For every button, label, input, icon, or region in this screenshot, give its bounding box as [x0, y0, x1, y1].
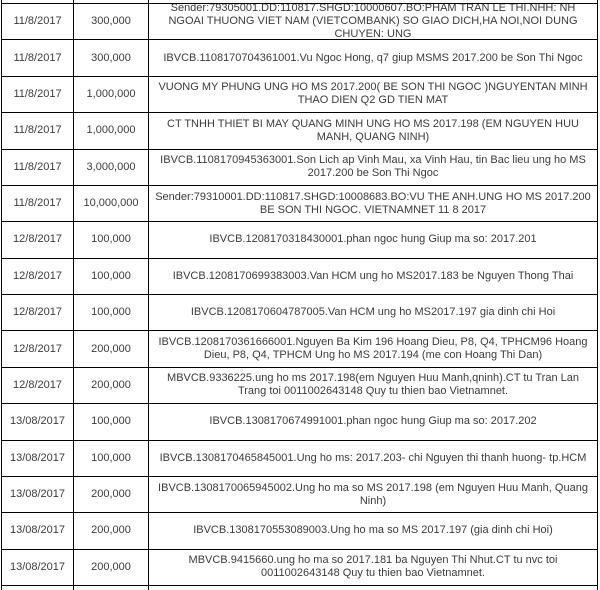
table-row: [1, 331, 598, 367]
date-cell: 11/8/2017: [1, 150, 74, 186]
date-cell: 12/8/2017: [1, 222, 74, 258]
amount-cell: 100,000: [74, 295, 149, 331]
description-cell: IBVCB.1208170361666001.Nguyen Ba Kim 196 Hoang Dieu, P8, Q4, TPHCM96 Hoang Dieu, P8, Q4, TPHCM Ung ho MS 2017.194 (me con Hoang Thi Dan): [149, 331, 598, 367]
date-cell: 11/8/2017: [1, 4, 74, 40]
table-row: [1, 404, 598, 440]
description-cell: IBVCB.1308170553089003.Ung ho ma so MS 2017.197 (gia dinh chi Hoi): [149, 513, 598, 549]
table-row: [1, 4, 598, 40]
amount-cell: 200,000: [74, 550, 149, 586]
date-cell: 11/8/2017: [1, 77, 74, 113]
amount-cell: 200,000: [74, 368, 149, 404]
date-cell: 13/08/2017: [1, 477, 74, 513]
amount-cell: 300,000: [74, 4, 149, 40]
amount-cell: 1,000,000: [74, 113, 149, 149]
date-cell: 11/8/2017: [1, 40, 74, 76]
amount-cell: 10,000,000: [74, 186, 149, 222]
description-cell: VUONG MY PHUNG UNG HO MS 2017.200( BE SON THI NGOC )NGUYENTAN MINH THAO DIEN Q2 GD TIEN MAT: [149, 77, 598, 113]
table-row: [1, 150, 598, 186]
date-cell: 12/8/2017: [1, 331, 74, 367]
date-cell: 12/8/2017: [1, 259, 74, 295]
partial-cell: [1, 586, 74, 590]
description-cell: Sender:79305001.DD:110817.SHGD:10000607.BO:PHAM TRAN LE THI.NHH: NH NGOAI THUONG VIET NAM (VIETCOMBANK) SO GIAO DICH,HA NOI,NOI DUNG CHUYEN: UNG: [149, 4, 598, 40]
description-cell: Sender:79310001.DD:110817.SHGD:10008683.BO:VU THE ANH.UNG HO MS 2017.200 BE SON THI NGOC. VIETNAMNET 11 8 2017: [149, 186, 598, 222]
amount-cell: 200,000: [74, 477, 149, 513]
table-row: [1, 113, 598, 149]
partial-row-bottom: [1, 586, 598, 590]
date-cell: 12/8/2017: [1, 295, 74, 331]
date-cell: 13/08/2017: [1, 404, 74, 440]
date-cell: 12/8/2017: [1, 368, 74, 404]
description-cell: MBVCB.9415660.ung ho ma so 2017.181 ba Nguyen Thi Nhut.CT tu nvc toi 0011002643148 Quy tu thien bao Vietnamnet.: [149, 550, 598, 586]
amount-cell: 3,000,000: [74, 150, 149, 186]
table-row: [1, 477, 598, 513]
table-row: [1, 40, 598, 76]
partial-cell: [149, 586, 598, 590]
amount-cell: 200,000: [74, 331, 149, 367]
description-cell: CT TNHH THIET BI MAY QUANG MINH UNG HO MS 2017.198 (EM NGUYEN HUU MANH, QUANG NINH): [149, 113, 598, 149]
date-cell: 11/8/2017: [1, 186, 74, 222]
description-cell: IBVCB.1308170065945002.Ung ho ma so MS 2017.198 (em Nguyen Huu Manh, Quang Ninh): [149, 477, 598, 513]
amount-cell: 200,000: [74, 513, 149, 549]
table-row: [1, 295, 598, 331]
table-row: [1, 368, 598, 404]
table-row: [1, 550, 598, 586]
date-cell: 13/08/2017: [1, 550, 74, 586]
description-cell: IBVCB.1208170318430001.phan ngoc hung Giup ma so: 2017.201: [149, 222, 598, 258]
table-row: [1, 186, 598, 222]
date-cell: 13/08/2017: [1, 441, 74, 477]
table-row: [1, 441, 598, 477]
amount-cell: 100,000: [74, 222, 149, 258]
amount-cell: 300,000: [74, 40, 149, 76]
table-row: [1, 222, 598, 258]
description-cell: IBVCB.1308170465845001.Ung ho ms: 2017.203- chi Nguyen thi thanh huong- tp.HCM: [149, 441, 598, 477]
description-cell: IBVCB.1208170604787005.Van HCM ung ho MS2017.197 gia dinh chi Hoi: [149, 295, 598, 331]
date-cell: 13/08/2017: [1, 513, 74, 549]
amount-cell: 100,000: [74, 259, 149, 295]
amount-cell: 100,000: [74, 404, 149, 440]
transactions-table: [1, 0, 598, 590]
amount-cell: 100,000: [74, 441, 149, 477]
table-row: [1, 513, 598, 549]
description-cell: MBVCB.9336225.ung ho ms 2017.198(em Nguyen Huu Manh,qninh).CT tu Tran Lan Trang toi 0011002643148 Quy tu thien bao Vietnamnet.: [149, 368, 598, 404]
description-cell: IBVCB.1108170704361001.Vu Ngoc Hong, q7 giup MSMS 2017.200 be Son Thi Ngoc: [149, 40, 598, 76]
description-cell: IBVCB.1108170945363001.Son Lich ap Vinh Mau, xa Vinh Hau, tin Bac lieu ung ho MS 2017.200 be Son Thi Ngoc: [149, 150, 598, 186]
table-row: [1, 259, 598, 295]
description-cell: IBVCB.1308170674991001.phan ngoc hung Giup ma so: 2017.202: [149, 404, 598, 440]
partial-cell: [74, 586, 149, 590]
amount-cell: 1,000,000: [74, 77, 149, 113]
table-row: [1, 77, 598, 113]
date-cell: 11/8/2017: [1, 113, 74, 149]
description-cell: IBVCB.1208170699383003.Van HCM ung ho MS2017.183 be Nguyen Thong Thai: [149, 259, 598, 295]
